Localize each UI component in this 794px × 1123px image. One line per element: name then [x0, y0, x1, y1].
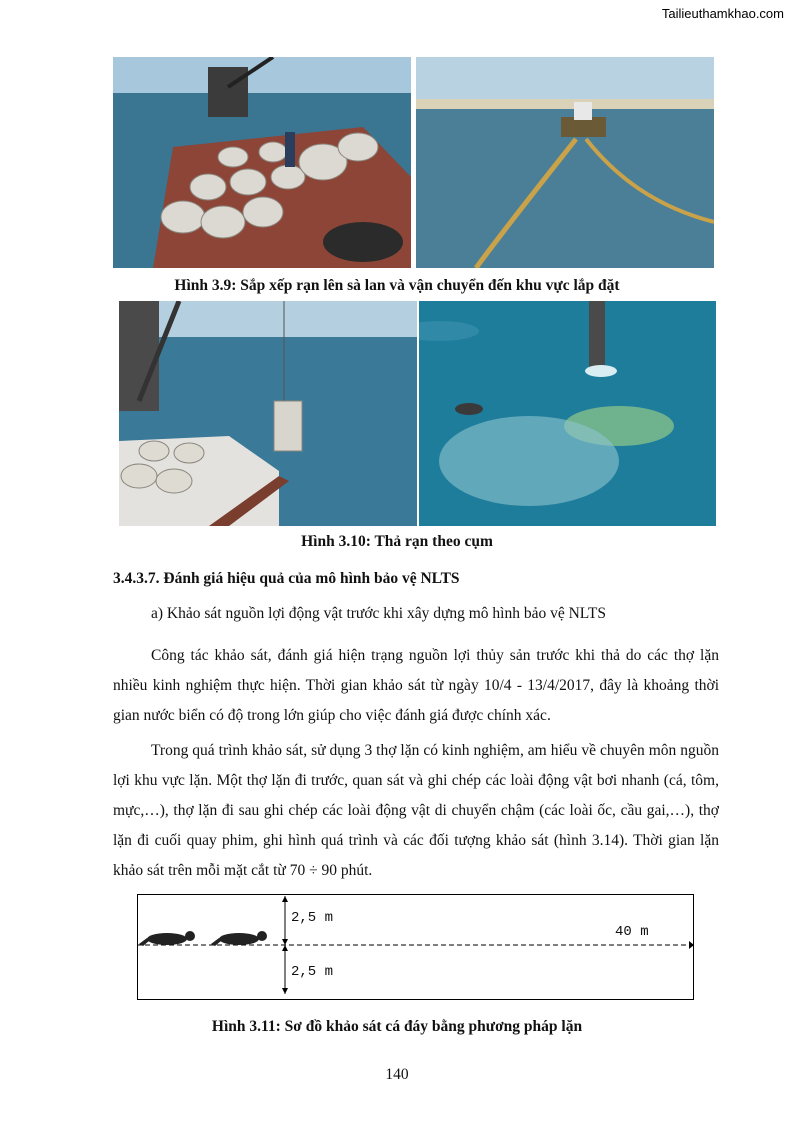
- subsection-title: a) Khảo sát nguồn lợi động vật trước khi xây dựng mô hình bảo vệ NLTS: [151, 605, 606, 622]
- transect-length-label: 40 m: [615, 924, 649, 940]
- paragraph-1: Công tác khảo sát, đánh giá hiện trạng nguồn lợi thủy sản trước khi thả do các thợ lặn nhiều kinh nghiệm thực hiện. Thời gian khảo sát từ ngày 10/4 - 13/4/2017, đây là khoảng thời gian nước biển có độ trong lớn giúp cho việc đánh giá được chính xác.: [113, 647, 719, 724]
- watermark: Tailieuthamkhao.com: [661, 6, 784, 21]
- diver-icon-2: [211, 931, 267, 946]
- figure-3-9-caption: Hình 3.9: Sắp xếp rạn lên sà lan và vận chuyển đến khu vực lắp đặt: [174, 277, 620, 294]
- figure-3-11-caption: Hình 3.11: Sơ đồ khảo sát cá đáy bằng phương pháp lặn: [211, 1018, 583, 1035]
- top-width-label: 2,5 m: [291, 910, 334, 926]
- dive-survey-diagram: [137, 894, 694, 1000]
- figure-3-10-caption: Hình 3.10: Thả rạn theo cụm: [301, 533, 493, 550]
- crane-lowering-reef-photo: [119, 301, 417, 526]
- page-number: 140: [385, 1066, 409, 1083]
- bottom-width-label: 2,5 m: [291, 964, 334, 980]
- paragraph-2: Trong quá trình khảo sát, sử dụng 3 thợ lặn có kinh nghiệm, am hiểu về chuyên môn nguồn lợi khu vực lặn. Một thợ lặn đi trước, quan sát và ghi chép các loài động vật bơi nhanh (cá, tôm, mực,…), thợ lặn đi sau ghi chép các loài động vật di chuyển chậm (các loài ốc, cầu gai,…), thợ lặn đi cuối quay phim, ghi hình quá trình và các đối tượng khảo sát (hình 3.14). Thời gian lặn khảo sát trên mỗi mặt cắt từ 70 ÷ 90 phút.: [113, 742, 719, 879]
- diver-underwater-photo: [419, 301, 716, 526]
- tugboat-towing-photo: [416, 57, 714, 268]
- section-heading: 3.4.3.7. Đánh giá hiệu quả của mô hình bảo vệ NLTS: [113, 570, 460, 587]
- diver-icon-1: [139, 931, 195, 946]
- barge-with-concrete-reefs-photo: [113, 57, 411, 268]
